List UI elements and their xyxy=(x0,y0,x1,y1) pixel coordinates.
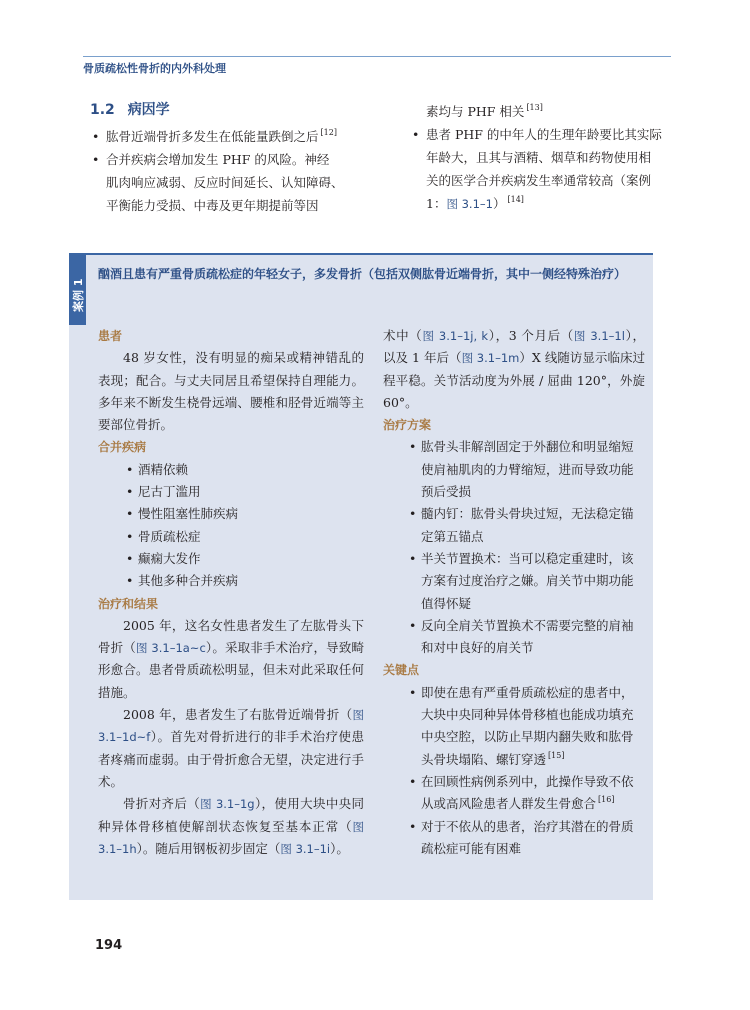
comorbidity-item: • 尼古丁滥用 xyxy=(98,481,364,503)
figure-ref-link[interactable]: 图 3.1–1j, k xyxy=(422,329,489,343)
section-heading xyxy=(90,100,372,120)
option-item: • 髓内钉：肱骨头骨块过短，无法稳定锚 定第五锚点 xyxy=(383,503,645,548)
options-heading: 治疗方案 xyxy=(383,418,432,433)
treatment-paragraph-3: 骨折对齐后（图 3.1–1g），使用大块中央同种异体骨移植使解剖状态恢复至基本正常（图 3.1–1h）。随后用钢板初步固定（图 3.1–1i）。 xyxy=(98,796,364,856)
comorbidity-item: • 癫痫大发作 xyxy=(98,548,364,570)
keypoint-item: • 对于不依从的患者，治疗其潜在的骨质 疏松症可能有困难 xyxy=(383,816,645,861)
bullet-item: • 合并疾病会增加发生 PHF 的风险。神经 肌肉响应减弱、反应时间延长、认知障碍、 平衡能力受损、中毒及更年期提前等因 xyxy=(90,148,372,217)
section-left-column xyxy=(90,100,372,217)
option-item: • 肱骨头非解剖固定于外翻位和明显缩短 使肩袖肌肉的力臂缩短，进而导致功能 预后受损 xyxy=(383,436,645,503)
comorbidity-item: • 其他多种合并疾病 xyxy=(98,570,364,592)
comorbidity-item: • 慢性阻塞性肺疾病 xyxy=(98,503,364,525)
citation: [15] xyxy=(548,750,565,760)
followup-paragraph: 术中（图 3.1–1j, k），3 个月后（图 3.1–1l），以及 1 年后（图 3.1–1m）X 线随访显示临床过程平稳。关节活动度为外展 / 屈曲 120°，外旋 60°。 xyxy=(383,328,646,410)
figure-ref-link[interactable]: 图 3.1–1m xyxy=(461,351,520,366)
treatment-heading: 治疗和结果 xyxy=(98,596,159,611)
keypoints-heading: 关键点 xyxy=(383,663,420,678)
figure-ref-link[interactable]: 图 3.1–1l xyxy=(573,329,625,343)
comorbid-heading: 合并疾病 xyxy=(98,440,147,455)
page-number: 194 xyxy=(95,938,123,953)
treatment-paragraph-2: 2008 年，患者发生了右肱骨近端骨折（图 3.1–1d~f）。首先对骨折进行的非手术治疗使患者疼痛而虚弱。由于骨折愈合无望，决定进行手术。 xyxy=(98,707,364,789)
case-box-top-rule xyxy=(69,253,653,255)
citation: [16] xyxy=(598,795,615,805)
header-rule xyxy=(83,56,671,57)
bullet-item: • 肱骨近端骨折多发生在低能量跌倒之后 [12] xyxy=(90,125,372,148)
figure-ref-link[interactable]: 图 3.1–1 xyxy=(446,197,493,211)
case-title: 酗酒且患有严重骨质疏松症的年轻女子，多发骨折（包括双侧肱骨近端骨折，其中一侧经特殊治疗） xyxy=(98,267,627,281)
figure-ref-link[interactable]: 图 3.1–1d~f xyxy=(98,708,364,745)
section-title: 病因学 xyxy=(127,102,170,118)
continuation-text: 素均与 PHF 相关 [13] xyxy=(426,103,543,119)
patient-text: 48 岁女性，没有明显的痴呆或精神错乱的表现；配合。与丈夫同居且希望保持自理能力。多年来不断发生桡骨远端、腰椎和胫骨近端等主要部位骨折。 xyxy=(98,350,364,433)
keypoint-item: • 在回顾性病例系列中，此操作导致不依 从或高风险患者人群发生骨愈合 [16] xyxy=(383,771,645,816)
figure-ref-link[interactable]: 图 3.1–1i xyxy=(280,841,331,856)
option-item: • 反向全肩关节置换术不需要完整的肩袖 和对中良好的肩关节 xyxy=(383,615,645,660)
figure-ref-link[interactable]: 图 3.1–1a~c xyxy=(135,641,206,656)
keypoint-item: • 即使在患有严重骨质疏松症的患者中， 大块中央同种异体骨移植也能成功填充 中央空腔，以防止早期内翻失败和肱骨 头骨块塌陷、螺钉穿透 [15] xyxy=(383,682,645,771)
section-right-column xyxy=(410,100,662,216)
case-right-column xyxy=(383,325,645,860)
section-number: 1.2 xyxy=(90,102,115,118)
case-tab-label: 案例 1 xyxy=(72,278,85,312)
citation: [14] xyxy=(507,195,524,204)
figure-ref-link[interactable]: 图 3.1–1g xyxy=(200,797,255,812)
treatment-paragraph-1: 2005 年，这名女性患者发生了左肱骨头下骨折（图 3.1–1a~c）。采取非手术治疗，导致畸形愈合。患者骨质疏松明显，但未对此采取任何措施。 xyxy=(98,617,364,700)
option-item: • 半关节置换术：当可以稳定重建时，该 方案有过度治疗之嫌。肩关节中期功能 值得怀疑 xyxy=(383,548,645,615)
figure-ref-link[interactable]: 图 3.1–1h xyxy=(98,819,364,856)
running-header: 骨质疏松性骨折的内外科处理 xyxy=(83,62,226,75)
citation: [12] xyxy=(320,128,337,137)
bullet-item: • 患者 PHF 的中年人的生理年龄要比其实际 年龄大，且其与酒精、烟草和药物使用相 关的医学合并疾病发生率通常较高（案例 1：图 3.1–1） [14] xyxy=(410,123,662,216)
case-left-column xyxy=(98,325,364,860)
citation: [13] xyxy=(526,103,543,112)
comorbidity-item: • 骨质疏松症 xyxy=(98,526,364,548)
comorbidity-item: • 酒精依赖 xyxy=(98,459,364,481)
patient-heading: 患者 xyxy=(98,329,123,343)
